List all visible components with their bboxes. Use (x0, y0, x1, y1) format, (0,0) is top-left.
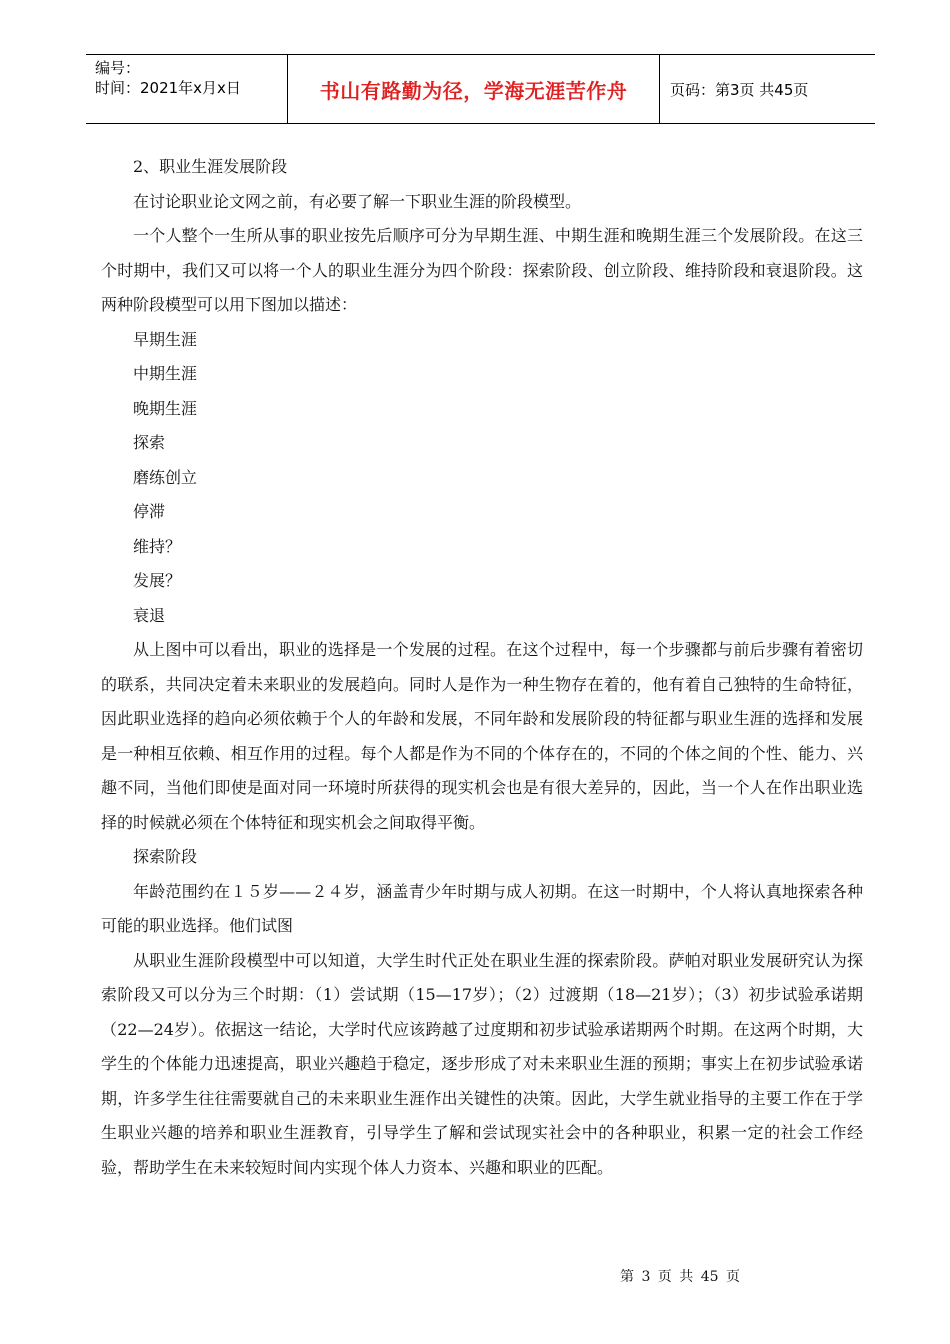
document-time-label: 时间：2021年x月x日 (95, 79, 241, 97)
paragraph-analysis: 从上图中可以看出，职业的选择是一个发展的过程。在这个过程中，每一个步骤都与前后步骤有着密切的联系，共同决定着未来职业的发展趋向。同时人是作为一种生物存在着的，他有着自己独特的生命特征，因此职业选择的趋向必须依赖于个人的年龄和发展，不同年龄和发展阶段的特征都与职业生涯的选择和发展是一种相互依赖、相互作用的过程。每个人都是作为不同的个体存在的，不同的个体之间的个性、能力、兴趣不同，当他们即使是面对同一环境时所获得的现实机会也是有很大差异的，因此，当一个人在作出职业选择的时候就必须在个体特征和现实机会之间取得平衡。 (101, 640, 863, 832)
header-page-info: 页码：第3页 共45页 (670, 80, 809, 99)
section-title: 2、职业生涯发展阶段 (133, 157, 288, 176)
header-meta (86, 55, 287, 123)
diagram-item-late-career: 晚期生涯 (133, 398, 198, 418)
paragraph-stages: 一个人整个一生所从事的职业按先后顺序可分为早期生涯、中期生涯和晚期生涯三个发展阶段。在这三个时期中，我们又可以将一个人的职业生涯分为四个阶段：探索阶段、创立阶段、维持阶段和衰退阶段。这两种阶段模型可以用下图加以描述： (101, 226, 863, 314)
page-footer: 第 3 页 共 45 页 (620, 1269, 740, 1285)
document-number-label: 编号： (95, 59, 141, 77)
paragraph-age-range: 年龄范围约在１５岁——２４岁，涵盖青少年时期与成人初期。在这一时期中，个人将认真地探索各种可能的职业选择。他们试图 (101, 881, 863, 935)
paragraph-intro: 在讨论职业论文网之前，有必要了解一下职业生涯的阶段模型。 (133, 191, 582, 211)
diagram-item-stagnate: 停滞 (133, 502, 166, 521)
diagram-item-establish: 磨练创立 (133, 467, 198, 487)
paragraph-students: 从职业生涯阶段模型中可以知道，大学生时代正处在职业生涯的探索阶段。萨帕对职业发展研究认为探索阶段又可以分为三个时期：（1）尝试期（15—17岁）；（2）过渡期（18—21岁）；（3）初步试验承诺期（22—24岁）。依据这一结论，大学时代应该跨越了过度期和初步试验承诺期两个时期。在这两个时期，大学生的个体能力迅速提高，职业兴趣趋于稳定，逐步形成了对未来职业生涯的预期；事实上在初步试验承诺期，许多学生往往需要就自己的未来职业生涯作出关键性的决策。因此，大学生就业指导的主要工作在于学生职业兴趣的培养和职业生涯教育，引导学生了解和尝试现实社会中的各种职业，积累一定的社会工作经验，帮助学生在未来较短时间内实现个体人力资本、兴趣和职业的匹配。 (101, 950, 863, 1177)
diagram-item-mid-career: 中期生涯 (133, 364, 198, 383)
diagram-item-develop: 发展？ (133, 571, 182, 590)
diagram-item-decline: 衰退 (133, 605, 166, 625)
diagram-item-maintain: 维持？ (133, 536, 182, 556)
document-body (101, 150, 863, 1185)
diagram-item-explore: 探索 (133, 433, 166, 452)
diagram-item-early-career: 早期生涯 (133, 329, 198, 349)
explore-stage-heading: 探索阶段 (133, 847, 198, 866)
page-header (86, 54, 875, 124)
header-motto: 书山有路勤为径，学海无涯苦作舟 (287, 55, 660, 123)
